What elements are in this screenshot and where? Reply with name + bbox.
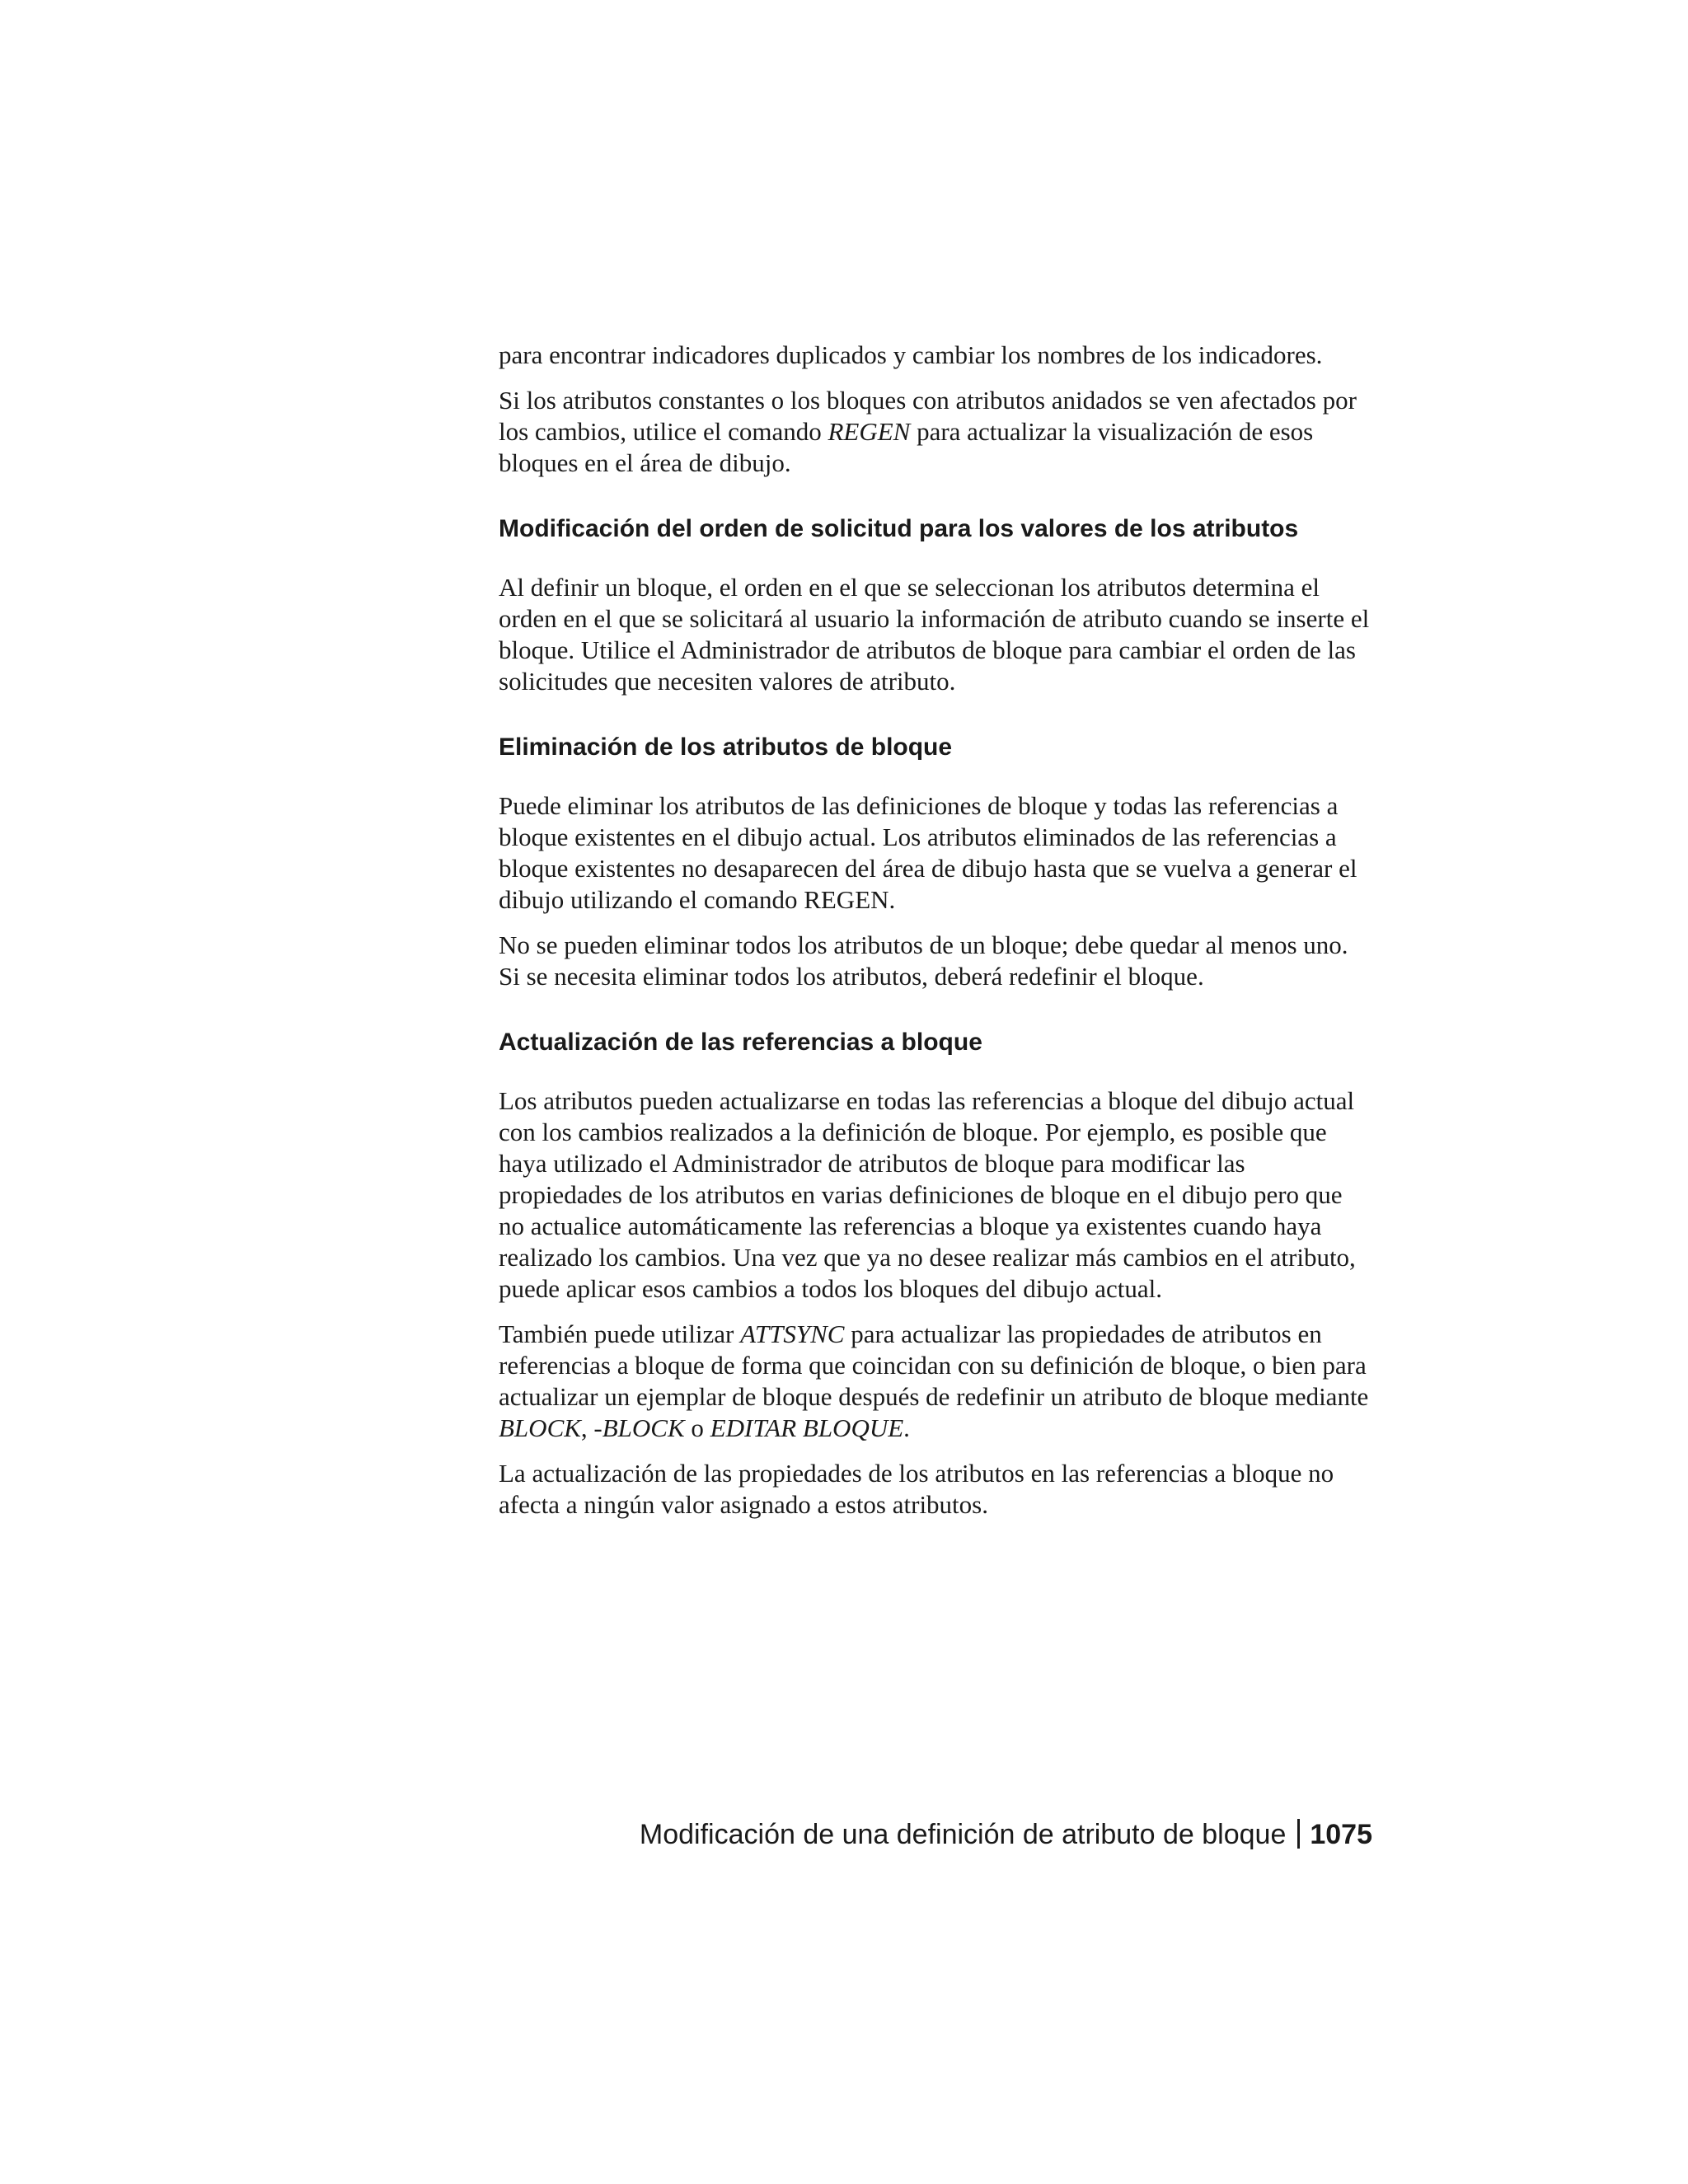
page-number: 1075 (1310, 1819, 1372, 1850)
command-minus-block: -BLOCK (593, 1413, 685, 1442)
text-run: También puede utilizar (499, 1319, 741, 1348)
page-body (499, 340, 1372, 1535)
paragraph: Puede eliminar los atributos de las definiciones de bloque y todas las referencias a bloque existentes en el dibujo actual. Los atributos eliminados de las referencias a bloque existentes no desaparecen del área de dibujo hasta que se vuelva a generar el dibujo utilizando el comando REGEN. (499, 791, 1357, 914)
paragraph (499, 1319, 1372, 1444)
page-footer (499, 1816, 1372, 1853)
command-regen: REGEN (828, 417, 911, 446)
paragraph: No se pueden eliminar todos los atributos de un bloque; debe quedar al menos uno. Si se necesita eliminar todos los atributos, deberá redefinir el bloque. (499, 930, 1348, 991)
section-heading: Modificación del orden de solicitud para los valores de los atributos (499, 515, 1299, 542)
section-heading: Actualización de las referencias a bloque (499, 1029, 982, 1056)
text-run: para actualizar la visualización de esos bloques en el área de dibujo. (499, 417, 1314, 477)
section-heading: Eliminación de los atributos de bloque (499, 733, 953, 761)
paragraph: La actualización de las propiedades de los atributos en las referencias a bloque no afecta a ningún valor asignado a estos atributos. (499, 1459, 1334, 1519)
paragraph: Al definir un bloque, el orden en el que se seleccionan los atributos determina el orden en el que se solicitará al usuario la información de atributo cuando se inserte el bloque. Utilice el Administrador de atributos de bloque para cambiar el orden de las solicitudes que necesiten valores de atributo. (499, 573, 1370, 696)
text-run: Si los atributos constantes o los bloques con atributos anidados se ven afectados por los cambios, utilice el comando (499, 386, 1357, 446)
command-block: BLOCK (499, 1413, 581, 1442)
running-title: Modificación de una definición de atributo de bloque (639, 1819, 1287, 1850)
text-run: , (580, 1413, 594, 1442)
paragraph: Los atributos pueden actualizarse en todas las referencias a bloque del dibujo actual con los cambios realizados a la definición de bloque. Por ejemplo, es posible que haya utilizado el Administrador de atributos de bloque para modificar las propiedades de los atributos en varias definiciones de bloque en el dibujo pero que no actualice automáticamente las referencias a bloque ya existentes cuando haya realizado los cambios. Una vez que ya no desee realizar más cambios en el atributo, puede aplicar esos cambios a todos los bloques del dibujo actual. (499, 1086, 1356, 1303)
footer-separator (1297, 1819, 1300, 1849)
text-run: para actualizar las propiedades de atributos en referencias a bloque de forma que coincidan con su definición de bloque, o bien para actualizar un ejemplar de bloque después de redefinir un atributo de bloque mediante (499, 1319, 1369, 1411)
text-run: . (903, 1413, 910, 1442)
paragraph: para encontrar indicadores duplicados y cambiar los nombres de los indicadores. (499, 340, 1323, 369)
command-editar-bloque: EDITAR BLOQUE (710, 1413, 904, 1442)
paragraph (499, 385, 1372, 479)
command-attsync: ATTSYNC (740, 1319, 845, 1348)
text-run: o (684, 1413, 710, 1442)
